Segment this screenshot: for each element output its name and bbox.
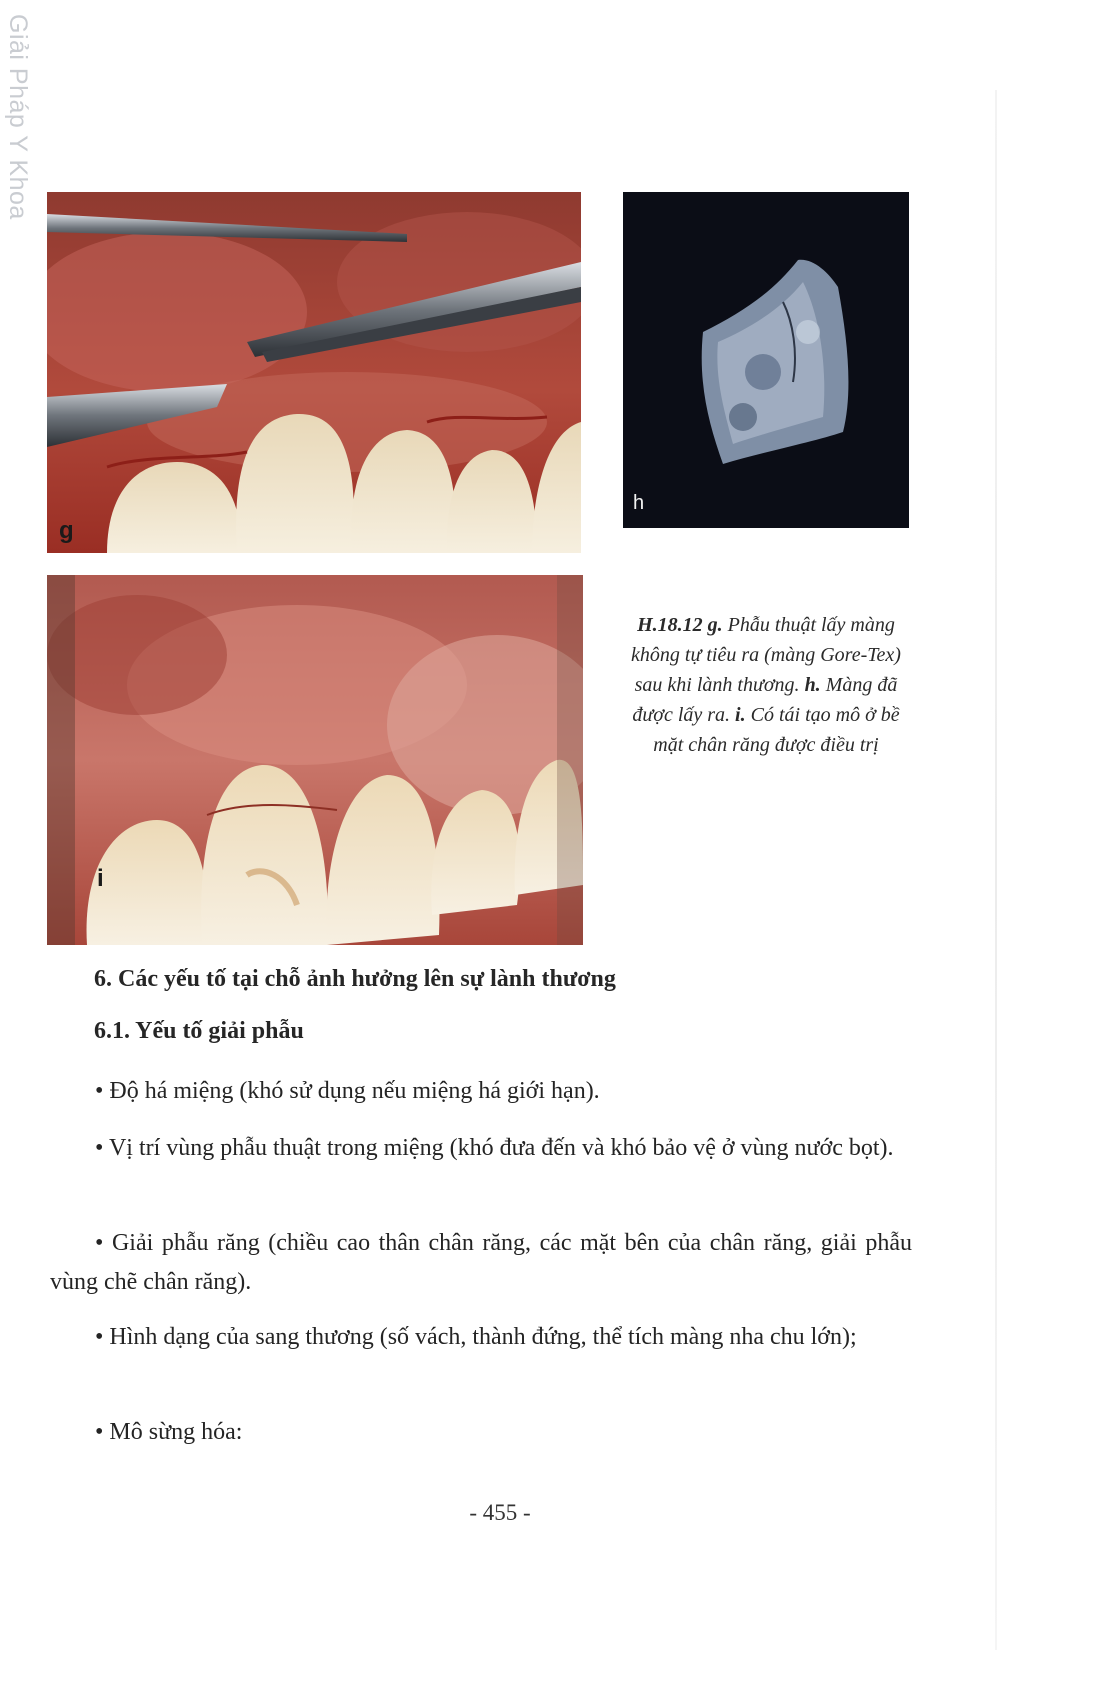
section-heading: 6. Các yếu tố tại chỗ ảnh hưởng lên sự lành thương xyxy=(94,966,616,992)
caption-h-mark: h. xyxy=(804,674,821,696)
caption-i-mark: i. xyxy=(735,704,746,726)
caption-h-text: Màng đã được lấy ra. xyxy=(632,674,898,726)
figure-caption xyxy=(623,610,909,760)
caption-g-text: Phẫu thuật lấy màng không tự tiêu ra (màng Gore-Tex) sau khi lành thương. xyxy=(631,614,901,696)
figure-i-photo xyxy=(47,575,583,945)
bullet-paragraph: • Mô sừng hóa: xyxy=(95,1419,243,1445)
bullet-paragraph: • Giải phẫu răng (chiều cao thân chân răng, các mặt bên của chân răng, giải phẫu vùng chẽ chân răng). xyxy=(50,1230,912,1295)
figure-g-photo xyxy=(47,192,581,553)
caption-figure-id: H.18.12 xyxy=(637,614,703,636)
bullet-paragraph: • Hình dạng của sang thương (số vách, thành đứng, thể tích màng nha chu lớn); xyxy=(95,1324,857,1350)
caption-g-mark: g. xyxy=(707,614,723,636)
caption-i-text: Có tái tạo mô ở bề mặt chân răng được điều trị xyxy=(653,704,900,756)
figure-h-photo xyxy=(623,192,909,528)
bullet-paragraph: • Độ há miệng (khó sử dụng nếu miệng há giới hạn). xyxy=(95,1078,600,1104)
page-number: - 455 - xyxy=(469,1500,531,1525)
bullet-paragraph: • Vị trí vùng phẫu thuật trong miệng (khó đưa đến và khó bảo vệ ở vùng nước bọt). xyxy=(95,1135,894,1161)
figure-h-label: h xyxy=(633,492,645,514)
subsection-heading: 6.1. Yếu tố giải phẫu xyxy=(94,1018,304,1044)
watermark: Giải Pháp Y Khoa xyxy=(4,14,32,220)
figure-g-label: g xyxy=(59,517,74,544)
figure-i-label: i xyxy=(97,865,104,892)
page-edge-shadow xyxy=(995,90,997,1650)
